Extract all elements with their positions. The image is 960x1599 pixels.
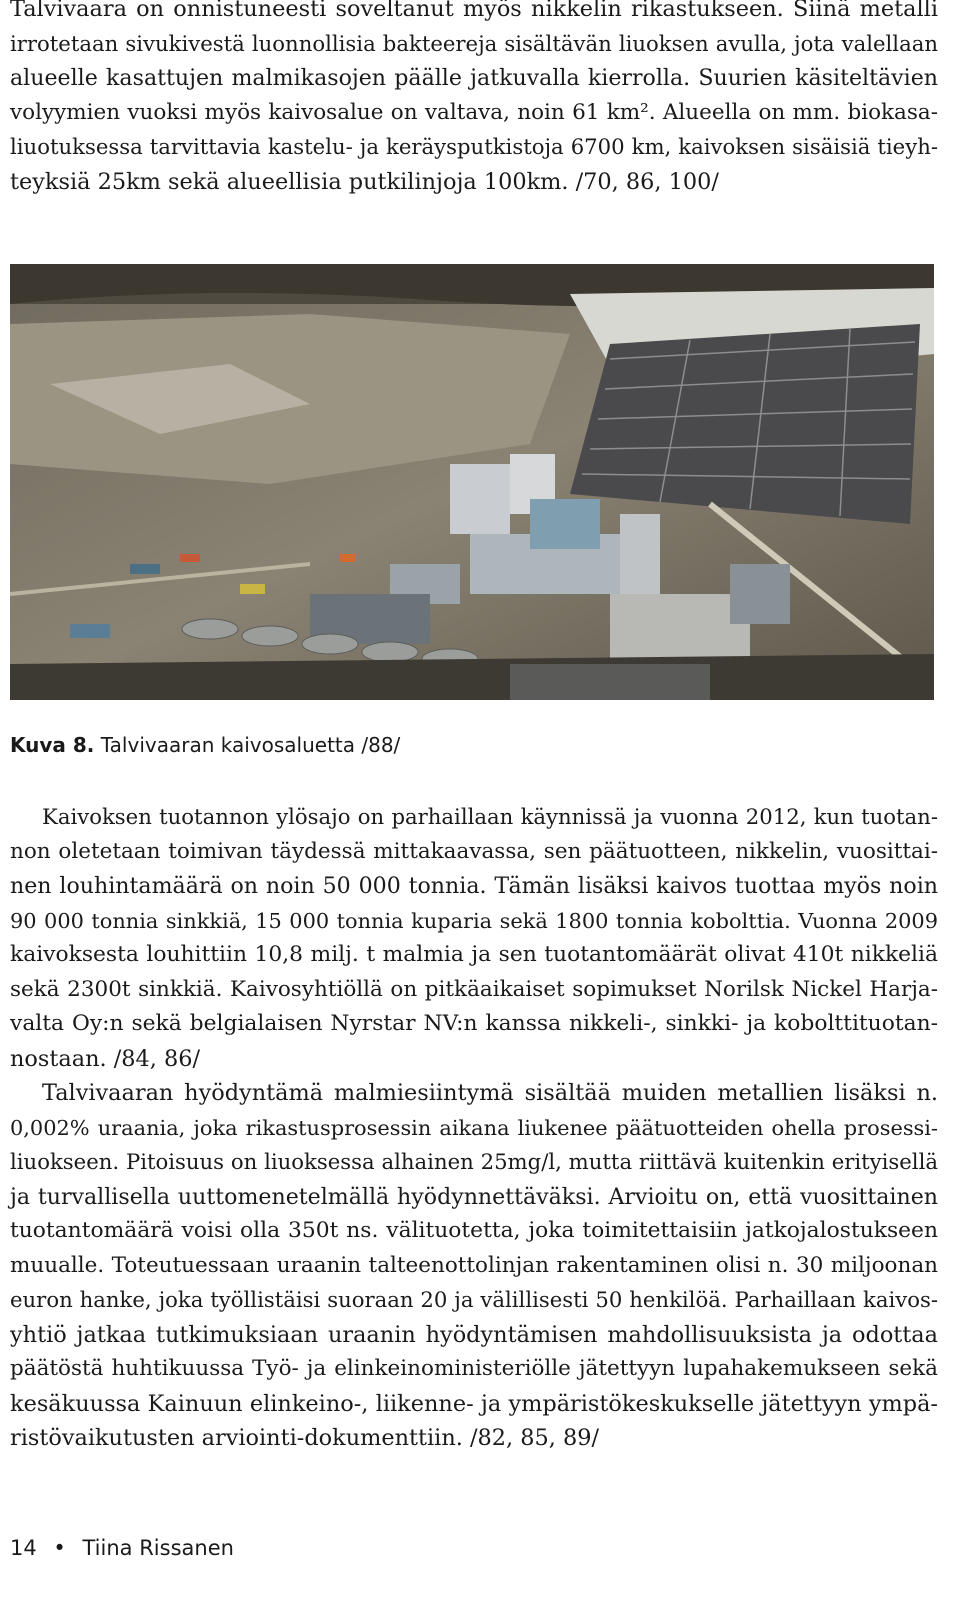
text-line: alueelle kasattujen malmikasojen päälle jatkuvalla kierrolla. Suurien käsiteltävien (10, 65, 938, 91)
text-line: muualle. Toteutuessaan uraanin talteenottolinjan rakentaminen olisi n. 30 miljoonan (10, 1252, 938, 1278)
text-line: nostaan. /84, 86/ (10, 1045, 201, 1072)
text-line: ja turvallisella uuttomenetelmällä hyödynnettäväksi. Arvioitu on, että vuosittainen (10, 1183, 938, 1210)
author-name: Tiina Rissanen (82, 1536, 234, 1560)
intro-paragraph (10, 0, 938, 199)
text-line: nen louhintamäärä on noin 50 000 tonnia. Tämän lisäksi kaivos tuottaa myös noin (10, 873, 938, 899)
text-line: liuokseen. Pitoisuus on liuoksessa alhainen 25mg/l, mutta riittävä kuitenkin erityisellä (10, 1149, 938, 1174)
text-line: irrotetaan sivukivestä luonnollisia bakteereja sisältävän liuoksen avulla, jota valellaan (10, 30, 938, 56)
figure-caption-text: Talvivaaran kaivosaluetta /88/ (100, 733, 401, 757)
text-line: ristövaikutusten arviointi-dokumenttiin. /82, 85, 89/ (10, 1425, 600, 1451)
text-line: volyymien vuoksi myös kaivosalue on valtava, noin 61 km². Alueella on mm. biokasa- (10, 99, 938, 125)
text-line: euron hanke, joka työllistäisi suoraan 20 ja välillisesti 50 henkilöä. Parhaillaan kaivos- (10, 1287, 938, 1312)
text-line: 0,002% uraania, joka rikastusprosessin aikana liukenee päätuotteiden ohella prosessi- (10, 1115, 938, 1140)
page-number: 14 (10, 1536, 37, 1560)
text-line: valta Oy:n sekä belgialaisen Nyrstar NV:n kanssa nikkeli-, sinkki- ja kobolttituotan- (10, 1011, 938, 1036)
figure-caption (10, 733, 400, 757)
text-line: liuotuksessa tarvittavia kastelu- ja keräysputkistoja 6700 km, kaivoksen sisäisiä tieyh- (10, 134, 938, 159)
body-paragraph (10, 800, 938, 1456)
page-footer (10, 1536, 234, 1560)
figure-label: Kuva 8. (10, 733, 95, 757)
text-line: non oletetaan toimivan täydessä mittakaavassa, sen päätuotteen, nikkelin, vuosittai- (10, 838, 938, 864)
text-line: kaivoksesta louhittiin 10,8 milj. t malmia ja sen tuotantomäärät olivat 410t nikkeliä (10, 942, 938, 967)
text-line: Talvivaara on onnistuneesti soveltanut myös nikkelin rikastukseen. Siinä metalli (10, 0, 938, 22)
mine-aerial-photo (10, 264, 934, 700)
text-line: päätöstä huhtikuussa Työ- ja elinkeinoministeriölle jätettyyn lupahakemukseen sekä (10, 1356, 938, 1381)
text-line: sekä 2300t sinkkiä. Kaivosyhtiöllä on pitkäaikaiset sopimukset Norilsk Nickel Harja- (10, 976, 938, 1002)
text-line: kesäkuussa Kainuun elinkeino-, liikenne- ja ympäristökeskukselle jätettyyn ympä- (10, 1390, 938, 1417)
text-line: Kaivoksen tuotannon ylösajo on parhaillaan käynnissä ja vuonna 2012, kun tuotan- (42, 804, 938, 829)
text-line: teyksiä 25km sekä alueellisia putkilinjoja 100km. /70, 86, 100/ (10, 168, 719, 195)
text-line: tuotantomäärä voisi olla 350t ns. välituotetta, joka toimitettaisiin jatkojalostukseen (10, 1218, 938, 1243)
text-line: 90 000 tonnia sinkkiä, 15 000 tonnia kuparia sekä 1800 tonnia kobolttia. Vuonna 2009 (10, 908, 938, 933)
footer-separator: • (53, 1536, 66, 1560)
text-line: yhtiö jatkaa tutkimuksiaan uraanin hyödyntämisen mahdollisuuksista ja odottaa (10, 1321, 938, 1348)
text-line: Talvivaaran hyödyntämä malmiesiintymä sisältää muiden metallien lisäksi n. (42, 1080, 938, 1106)
